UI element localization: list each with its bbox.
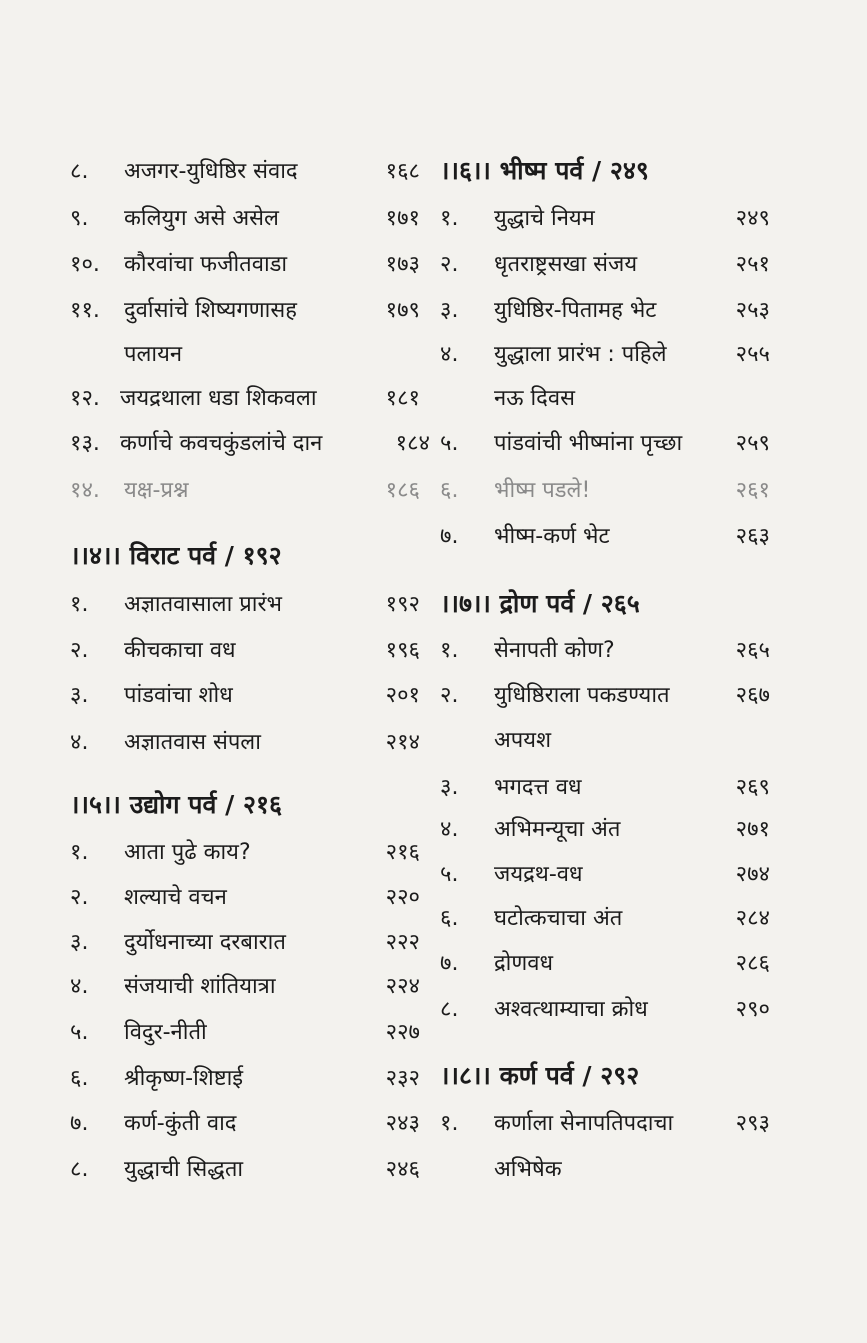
entry-page: २२२: [385, 930, 420, 955]
entry-number: ४.: [70, 730, 89, 755]
entry-number: १३.: [70, 431, 100, 456]
entry-number: ७.: [440, 524, 459, 549]
entry-title: युधिष्ठिर-पितामह भेट: [494, 298, 657, 323]
entry-title: युद्धाला प्रारंभ : पहिले: [494, 342, 667, 367]
entry-number: ६.: [440, 906, 459, 931]
entry-page: २०१: [385, 683, 420, 708]
entry-number: २.: [70, 885, 89, 910]
entry-number: १४.: [70, 478, 100, 503]
entry-title: आता पुढे काय?: [124, 840, 251, 865]
entry-number: १.: [440, 206, 459, 231]
entry-title: कर्ण-कुंती वाद: [124, 1111, 237, 1136]
entry-title-line2: पलायन: [124, 342, 183, 367]
entry-number: ७.: [440, 951, 459, 976]
entry-page: २६९: [735, 775, 770, 800]
entry-page: २३२: [385, 1066, 420, 1091]
entry-title-line2: नऊ दिवस: [494, 386, 575, 411]
entry-number: १२.: [70, 386, 100, 411]
section-heading-virat: ।।४।। विराट पर्व / १९२: [70, 541, 282, 570]
entry-title: जयद्रथाला धडा शिकवला: [120, 386, 317, 411]
entry-page: २२०: [385, 885, 420, 910]
entry-page: २२७: [385, 1020, 420, 1045]
entry-title: अश्वत्थाम्याचा क्रोध: [494, 997, 648, 1022]
entry-title: अज्ञातवास संपला: [124, 730, 261, 755]
entry-title: कौरवांचा फजीतवाडा: [124, 252, 288, 277]
entry-page: २६१: [735, 478, 770, 503]
entry-page: १६८: [385, 159, 420, 184]
entry-number: ५.: [440, 862, 459, 887]
entry-number: ८.: [440, 997, 459, 1022]
entry-page: २८४: [735, 906, 770, 931]
entry-title: अज्ञातवासाला प्रारंभ: [124, 592, 282, 617]
entry-page: २४३: [385, 1111, 420, 1136]
section-heading-udyog: ।।५।। उद्योग पर्व / २१६: [70, 790, 282, 819]
entry-title: घटोत्कचाचा अंत: [494, 906, 623, 931]
entry-title: जयद्रथ-वध: [494, 862, 583, 887]
entry-number: ४.: [440, 342, 459, 367]
entry-number: ८.: [70, 1157, 89, 1182]
entry-page: २१६: [385, 840, 420, 865]
entry-number: २.: [440, 683, 459, 708]
entry-page: २७१: [735, 817, 770, 842]
entry-number: २.: [70, 638, 89, 663]
entry-title: भीष्म-कर्ण भेट: [494, 524, 610, 549]
entry-title: युद्धाचे नियम: [494, 206, 595, 231]
entry-title: कलियुग असे असेल: [124, 206, 279, 231]
section-heading-bhishma: ।।६।। भीष्म पर्व / २४९: [440, 156, 649, 185]
entry-title: कर्णाचे कवचकुंडलांचे दान: [120, 431, 323, 456]
entry-title: श्रीकृष्ण-शिष्टाई: [124, 1066, 244, 1091]
entry-page: २६५: [735, 638, 770, 663]
section-heading-drona: ।।७।। द्रोण पर्व / २६५: [440, 589, 640, 618]
entry-page: २६३: [735, 524, 770, 549]
entry-number: ७.: [70, 1111, 89, 1136]
entry-page: २६७: [735, 683, 770, 708]
entry-page: १७९: [385, 298, 420, 323]
entry-page: २४६: [385, 1157, 420, 1182]
entry-page: २९०: [735, 997, 770, 1022]
entry-page: २४९: [735, 206, 770, 231]
entry-page: १९२: [385, 592, 420, 617]
entry-title: भगदत्त वध: [494, 775, 582, 800]
entry-page: २९३: [735, 1111, 770, 1136]
entry-number: ३.: [440, 298, 459, 323]
entry-page: १७३: [385, 252, 420, 277]
entry-page: १८६: [385, 478, 420, 503]
entry-title: पांडवांचा शोध: [124, 683, 233, 708]
entry-title: दुर्वासांचे शिष्यगणासह: [124, 298, 297, 323]
entry-number: ३.: [70, 930, 89, 955]
entry-title: दुर्योधनाच्या दरबारात: [124, 930, 286, 955]
entry-title: कर्णाला सेनापतिपदाचा: [494, 1111, 674, 1136]
entry-number: ८.: [70, 159, 89, 184]
entry-number: ६.: [70, 1066, 89, 1091]
entry-title: धृतराष्ट्रसखा संजय: [494, 252, 638, 277]
entry-title: अभिमन्यूचा अंत: [494, 817, 621, 842]
entry-page: २५९: [735, 431, 770, 456]
entry-page: २५५: [735, 342, 770, 367]
entry-page: २१४: [385, 730, 420, 755]
entry-number: १.: [70, 840, 89, 865]
entry-number: ६.: [440, 478, 459, 503]
entry-number: ४.: [440, 817, 459, 842]
entry-number: ११.: [70, 298, 100, 323]
entry-number: ९.: [70, 206, 89, 231]
entry-title-line2: अभिषेक: [494, 1157, 562, 1182]
entry-number: १.: [440, 1111, 459, 1136]
entry-page: २५३: [735, 298, 770, 323]
entry-title: द्रोणवध: [494, 951, 554, 976]
entry-number: ४.: [70, 974, 89, 999]
entry-title: सेनापती कोण?: [494, 638, 615, 663]
entry-page: २२४: [385, 974, 420, 999]
entry-page: २७४: [735, 862, 770, 887]
entry-page: १७१: [385, 206, 420, 231]
entry-number: ३.: [70, 683, 89, 708]
entry-title: कीचकाचा वध: [124, 638, 236, 663]
entry-title: संजयाची शांतियात्रा: [124, 974, 276, 999]
entry-title: शल्याचे वचन: [124, 885, 227, 910]
entry-title: युधिष्ठिराला पकडण्यात: [494, 683, 670, 708]
entry-page: १८४: [395, 431, 430, 456]
entry-number: ३.: [440, 775, 459, 800]
entry-title-line2: अपयश: [494, 728, 552, 753]
entry-title: विदुर-नीती: [124, 1020, 207, 1045]
entry-title: यक्ष-प्रश्न: [124, 478, 189, 503]
entry-number: २.: [440, 252, 459, 277]
entry-number: ५.: [440, 431, 459, 456]
entry-title: अजगर-युधिष्ठिर संवाद: [124, 159, 298, 184]
entry-page: १८१: [385, 386, 420, 411]
entry-number: १.: [440, 638, 459, 663]
entry-number: ५.: [70, 1020, 89, 1045]
entry-number: १.: [70, 592, 89, 617]
section-heading-karna: ।।८।। कर्ण पर्व / २९२: [440, 1061, 640, 1090]
entry-number: १०.: [70, 252, 100, 277]
entry-title: युद्धाची सिद्धता: [124, 1157, 244, 1182]
entry-page: २८६: [735, 951, 770, 976]
entry-page: २५१: [735, 252, 770, 277]
entry-title: पांडवांची भीष्मांना पृच्छा: [494, 431, 683, 456]
entry-title: भीष्म पडले!: [494, 478, 591, 503]
entry-page: १९६: [385, 638, 420, 663]
